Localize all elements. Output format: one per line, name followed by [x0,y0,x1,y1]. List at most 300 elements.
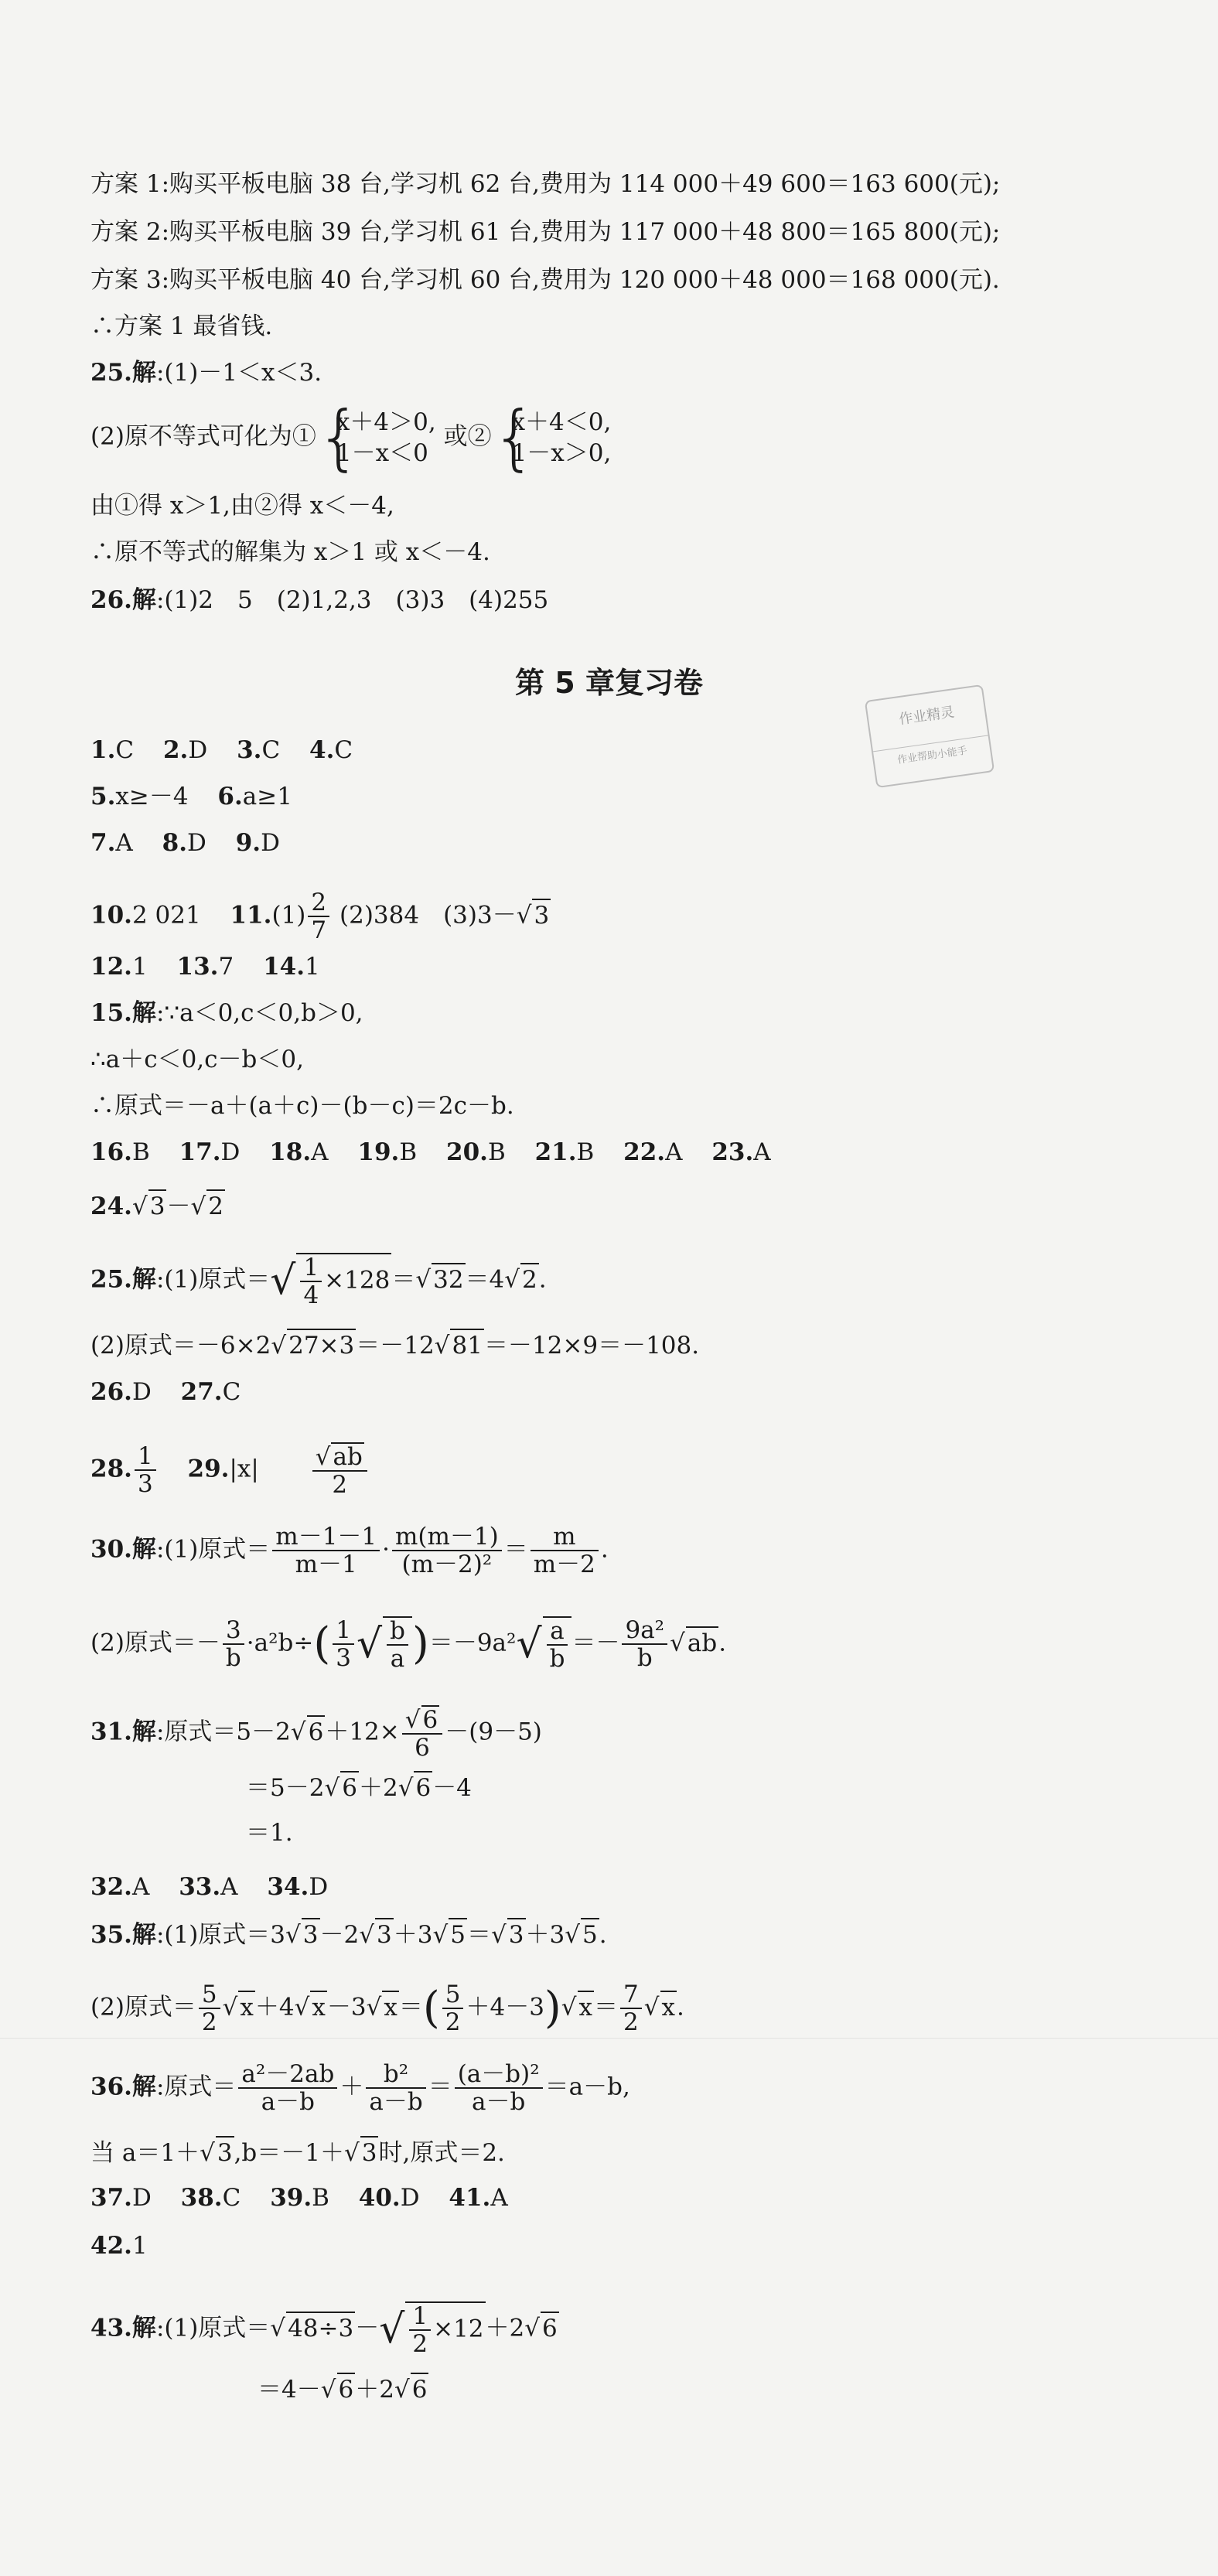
q-answer: B [131,1138,150,1166]
left-paren: ( [313,1619,331,1669]
text: ＝ [398,1993,423,2022]
operator: － [355,2314,380,2342]
q-answer: D [188,736,208,764]
radicand-wrap [543,1616,572,1672]
radicand: 3 [216,2136,234,2168]
q-number: 8. [162,829,187,857]
fraction [308,889,329,943]
q-answer: 1 [131,953,148,981]
q43-line-1 [90,2301,559,2357]
q-answer: 1 [305,953,320,981]
sqrt-sign: √ [643,1993,660,2022]
q-answer: D [220,1138,241,1166]
radicand: 6 [307,1715,326,1748]
denominator: 2 [201,2008,217,2036]
q-number: 27. [180,1378,223,1406]
q-answer: A [311,1138,329,1166]
sqrt-sign: √ [285,1921,301,1949]
denominator: m－2 [533,1551,595,1578]
text: ＋2 [485,2314,525,2342]
fraction [387,1618,408,1672]
q-number: 18. [269,1138,312,1166]
period: . [599,1921,607,1949]
sqrt-sign: √ [294,1993,310,2022]
fraction [272,1523,380,1578]
q-answer: A [665,1138,683,1166]
sqrt-sign: √ [271,1332,287,1360]
q-number: 14. [263,953,305,981]
radicand: 2 [520,1263,539,1295]
numerator: 1 [135,1443,156,1471]
q-number: 40. [358,2184,401,2212]
sqrt-sign: √ [200,2139,215,2167]
q35-line-1 [90,1918,607,1950]
fraction [312,1442,367,1498]
answers-row-5-6 [90,781,292,812]
text: ＝5－2 [246,1774,325,1802]
q25-part2-pre: (2)原不等式可化为① [90,422,316,451]
text: :原式＝ [155,2073,237,2101]
numerator: 5 [199,1981,220,2009]
radicand-wrap [296,1253,391,1308]
numerator: b [387,1618,408,1646]
text: ·a²b÷ [246,1629,314,1657]
q31-line-2 [246,1771,472,1803]
q-answer: C [222,1378,241,1406]
answers-row-37-41 [90,2182,508,2213]
q36-label: 36.解 [90,2073,156,2101]
part-label: (1) [271,901,306,930]
sqrt-sign: √ [343,2139,360,2167]
sqrt-sign: √ [324,1774,340,1802]
q-answer: B [312,2184,329,2212]
answers-row-28-29 [90,1442,370,1498]
denominator: a－b [261,2088,316,2116]
radicand-wrap [383,1616,412,1672]
sqrt-sign: √ [394,2376,410,2404]
q-answer: A [490,2184,508,2212]
fraction [333,1617,354,1671]
left-brace: { [491,396,537,479]
text: －3 [326,1993,367,2022]
system-2-row-1: x＋4＜0, [511,408,612,436]
text: (2)原式＝－ [90,1629,220,1657]
text: ＝－12×9＝－108. [483,1332,700,1360]
q25b-line-1 [90,1253,547,1308]
text: (2)原式＝ [90,1993,196,2022]
period: . [677,1993,684,2022]
q-answer: C [261,736,281,764]
q25b-label: 25.解 [90,1265,156,1294]
radicand: 48÷3 [286,2312,355,2344]
plan-conclusion: ∴方案 1 最省钱. [90,312,273,340]
q-number: 32. [90,1873,132,1901]
q-answer: A [131,1873,150,1901]
plan-3-line: 方案 3:购买平板电脑 40 台,学习机 60 台,费用为 120 000＋48 000＝168 000(元). [90,266,1000,294]
q-number: 23. [711,1138,754,1166]
denominator: a [390,1645,405,1673]
numerator: 3 [223,1617,244,1645]
answers-row-7-9 [90,827,280,858]
period: . [718,1629,727,1657]
denominator: 3 [336,1644,351,1672]
right-paren: ) [544,1983,561,2033]
fraction [223,1617,244,1671]
text: ＋3 [393,1921,433,1949]
radicand: x [238,1991,254,2023]
sqrt-sign: √ [290,1718,306,1746]
radicand: 6 [411,2373,429,2405]
sqrt-sign: √ [356,1621,383,1667]
q15-line-1 [90,998,363,1029]
q-number: 12. [90,953,132,981]
text: ＋4－3 [466,1993,544,2022]
sqrt-sign: √ [670,1629,685,1657]
q-answer: A [115,829,133,857]
sqrt-sign: √ [561,1993,577,2022]
q36-line-2 [90,2136,505,2168]
stamp-text-bottom: 作业帮助小能手 [873,735,991,769]
q31-line-1 [90,1705,542,1761]
denominator: 3 [137,1470,153,1498]
sqrt-sign: √ [359,1921,375,1949]
sqrt-sign: √ [190,1192,206,1220]
denominator: b [225,1644,241,1672]
q-number: 38. [180,2184,223,2212]
radicand-rest: ×12 [433,2315,484,2343]
denominator: 4 [303,1281,319,1309]
sqrt-sign: √ [379,2306,405,2353]
denominator: 6 [415,1734,430,1762]
denominator: a－b [472,2088,526,2116]
denominator: 2 [445,2008,461,2036]
q43-line-2 [258,2373,428,2405]
fraction [620,1981,642,2035]
radicand: 3 [360,2136,379,2168]
q-answer: D [261,829,280,857]
q26-label: 26.解 [90,586,156,614]
radicand: 6 [541,2312,559,2344]
fraction [238,2061,337,2115]
radicand: 5 [581,1918,599,1950]
q-number: 20. [446,1138,488,1166]
q-answer: 2 021 [131,901,201,930]
fraction [442,1981,464,2035]
radicand: x [660,1991,677,2023]
q-number: 24. [90,1192,132,1220]
numerator: m－1－1 [272,1523,380,1551]
answers-row-26-27 [90,1377,241,1407]
q-answer: D [309,1873,329,1901]
radicand: x [578,1991,594,2023]
q-answer: D [187,829,206,857]
q-number: 1. [90,736,116,764]
q31-label: 31.解 [90,1718,156,1746]
q30-label: 30.解 [90,1535,156,1564]
q25-line-3: 由①得 x＞1,由②得 x＜－4, [90,492,394,520]
numerator: a [547,1618,568,1646]
text: ＋2 [355,2376,394,2404]
q-number: 33. [179,1873,221,1901]
radicand: 27×3 [287,1329,356,1361]
q-answer: |x| [229,1455,259,1483]
q-number: 19. [357,1138,400,1166]
q42-answer [90,2230,148,2261]
q31-line-3: ＝1. [246,1819,293,1847]
q-answer: B [576,1138,595,1166]
numerator [312,1442,367,1472]
right-paren: ) [411,1619,429,1669]
q-number: 16. [90,1138,132,1166]
denominator: (m－2)² [401,1551,493,1578]
q-number: 39. [270,2184,312,2212]
q-number: 6. [217,783,243,810]
operator: ＋ [339,2073,364,2101]
q-number: 13. [176,953,219,981]
q15-text-1: :∵a＜0,c＜0,b＞0, [155,999,363,1027]
operator: · [382,1535,390,1564]
q-answer: D [400,2184,420,2212]
numerator: (a－b)² [455,2061,543,2089]
q11-rest: (2)384 (3)3－ [339,901,517,930]
q-answer: C [334,736,353,764]
radicand: 6 [337,2373,356,2405]
q-number: 7. [90,829,116,857]
answers-row-12-14 [90,951,320,982]
numerator: 7 [620,1981,642,2009]
period: . [538,1265,547,1294]
q-number: 26. [90,1378,132,1406]
numerator: 1 [333,1617,354,1645]
q-number: 2. [162,736,189,764]
operator: ＝ [428,2073,452,2101]
sqrt-sign: √ [404,1706,421,1734]
text: ＝－9a² [428,1629,517,1657]
system-1-row-1: x＋4＞0, [336,408,436,436]
denominator: m－1 [295,1551,357,1578]
radicand: 6 [414,1771,432,1803]
text: ＝－12 [356,1332,435,1360]
sqrt-sign: √ [504,1265,520,1294]
denominator: b [549,1645,565,1673]
sqrt-sign: √ [270,1257,296,1304]
q25-part1-text: :(1)－1＜x＜3. [155,359,322,387]
sqrt-sign: √ [434,1332,450,1360]
denominator: 2 [332,1471,348,1499]
q-answer: D [131,1378,152,1406]
sqrt-sign: √ [270,2314,286,2342]
plan-2-line: 方案 2:购买平板电脑 39 台,学习机 61 台,费用为 117 000＋48 800＝165 800(元); [90,218,1001,246]
q-number: 29. [187,1455,230,1483]
q25-part2 [90,396,612,479]
text: －4 [432,1774,472,1802]
text: ,b＝－1＋ [234,2139,344,2167]
q26-answer [90,585,548,616]
denominator: a－b [369,2088,423,2116]
q-number: 21. [534,1138,577,1166]
sqrt-sign: √ [366,1993,382,2022]
q-number: 34. [267,1873,309,1901]
text: ＝ [594,1993,619,2022]
fraction [455,2061,543,2115]
denominator: 2 [623,2008,639,2036]
radicand: 6 [422,1706,438,1734]
radicand: ab [686,1626,718,1659]
text: :(1)原式＝3 [155,1921,286,1949]
answers-row-32-34 [90,1871,328,1902]
q-answer: A [753,1138,771,1166]
numerator: m [531,1523,599,1551]
q-answer: C [115,736,135,764]
q43-label: 43.解 [90,2314,156,2342]
text: －2 [319,1921,360,1949]
radicand-wrap [405,2301,485,2357]
scan-fold-line [0,2038,1218,2039]
text: 时,原式＝2. [378,2139,505,2167]
text: ＋3 [525,1921,565,1949]
plan-1-line: 方案 1:购买平板电脑 38 台,学习机 62 台,费用为 114 000＋49 600＝163 600(元); [90,170,1001,198]
radicand: 3 [375,1918,394,1950]
q15-line-3: ∴原式＝－a＋(a＋c)－(b－c)＝2c－b. [90,1092,514,1120]
text: :(1)原式＝ [155,1535,271,1564]
sqrt-sign: √ [131,1192,148,1220]
operator: ＝ [503,1535,528,1564]
radicand: 32 [432,1263,465,1295]
fraction [531,1523,599,1578]
q-number: 42. [90,2232,132,2260]
q-answer: B [487,1138,506,1166]
radicand: 3 [532,899,551,931]
q30-line-1 [90,1523,609,1578]
text: 当 a＝1＋ [90,2139,200,2167]
q-number: 3. [237,736,262,764]
text: :(1)原式＝ [155,2314,271,2342]
q25-part2-mid: 或② [443,422,492,451]
radicand: 81 [450,1329,483,1361]
radicand: x [310,1991,326,2023]
q-number: 11. [230,901,272,930]
q15-line-2: ∴a＋c＜0,c－b＜0, [90,1046,304,1073]
radicand: 5 [449,1918,467,1950]
q-number: 37. [90,2184,132,2212]
fraction [300,1254,322,1308]
denominator: 7 [311,916,327,944]
answers-row-1-4 [90,735,353,766]
text: (2)原式＝－6×2 [90,1332,271,1360]
fraction [402,1705,443,1761]
text: －(9－5) [445,1718,542,1746]
q25b-pre: :(1)原式＝ [155,1265,271,1294]
numerator: b² [366,2061,425,2089]
denominator: 2 [412,2330,428,2358]
q-number: 4. [309,736,335,764]
sqrt-sign: √ [516,901,532,930]
radicand: 6 [340,1771,359,1803]
q-number: 22. [623,1138,666,1166]
q-answer: D [131,2184,152,2212]
left-paren: ( [422,1983,440,2033]
fraction [135,1443,156,1497]
q-number: 17. [179,1138,221,1166]
text: ＝4－ [258,2376,321,2404]
q15-label: 15.解 [90,999,156,1027]
fraction [547,1618,568,1672]
q-answer: A [220,1873,238,1901]
answers-row-10-11 [90,889,551,943]
sqrt-sign: √ [397,1774,414,1802]
left-brace: { [316,396,362,479]
operator: ＝ [391,1265,416,1294]
inequality-system-1 [316,396,436,479]
text: :原式＝5－2 [155,1718,291,1746]
q-answer: 7 [218,953,234,981]
q-number: 5. [90,783,116,810]
sqrt-sign: √ [516,1621,542,1667]
fraction [409,2303,431,2357]
numerator: 1 [300,1254,322,1282]
text: ＝ [467,1921,491,1949]
sqrt-sign: √ [222,1993,238,2022]
numerator: 2 [308,889,329,917]
text: ＋12× [325,1718,400,1746]
q-answer: B [399,1138,418,1166]
numerator: 9a² [622,1617,667,1645]
watermark-stamp [865,684,995,788]
q25b-line-2 [90,1329,699,1361]
sqrt-sign: √ [524,2314,541,2342]
q25-label: 25.解 [90,359,156,387]
denominator: b [636,1644,653,1672]
numerator: 1 [409,2303,431,2331]
q36-line-1 [90,2061,630,2115]
text: ＋2 [358,1774,398,1802]
q-number: 41. [449,2184,491,2212]
operator: － [166,1192,191,1220]
q25-part1 [90,357,322,388]
q26-text: :(1)2 5 (2)1,2,3 (3)3 (4)255 [155,586,549,614]
sqrt-sign: √ [432,1921,449,1949]
stamp-text-top: 作业精灵 [898,704,956,728]
q-number: 10. [90,901,132,930]
chapter-title: 第 5 章复习卷 [515,666,703,700]
q35-line-2 [90,1981,684,2035]
radicand: 3 [148,1189,167,1222]
q-answer: x≥－4 [115,783,189,810]
fraction [622,1617,667,1671]
system-2-row-2: 1－x＞0, [511,439,612,467]
system-1-row-2: 1－x＜0 [336,439,428,467]
fraction [366,2061,425,2115]
q24-answer [90,1189,225,1222]
operator: ＝4 [465,1265,505,1294]
inequality-system-2 [491,396,612,479]
radicand: x [382,1991,398,2023]
sqrt-sign: √ [415,1265,432,1294]
numerator: 5 [442,1981,464,2009]
sqrt-sign: √ [491,1921,507,1949]
numerator [402,1705,443,1735]
radicand: ab [333,1443,363,1471]
radicand-rest: ×128 [324,1266,391,1295]
period: . [600,1535,609,1564]
q35-label: 35.解 [90,1921,156,1949]
q-answer: a≥1 [242,783,292,810]
radicand: 3 [507,1918,526,1950]
sqrt-sign: √ [320,2376,336,2404]
q-number: 9. [235,829,261,857]
q30-line-2 [90,1616,726,1672]
radicand: 3 [302,1918,320,1950]
